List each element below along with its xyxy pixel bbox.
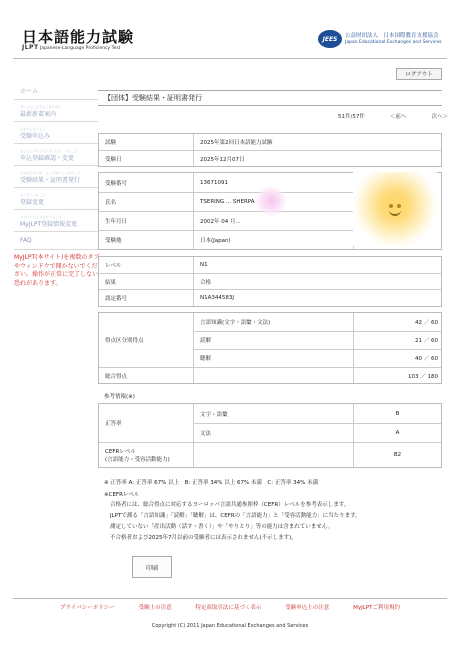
total-label: 総合得点 xyxy=(105,373,128,380)
score-row-label: 聴解 xyxy=(200,356,212,362)
cefr-value: B2 xyxy=(393,452,402,458)
level-label: レベル xyxy=(105,263,122,269)
footer-divider xyxy=(13,598,447,599)
sidebar-item-label: FAQ xyxy=(20,237,32,244)
logo-jlpt: JLPT xyxy=(22,44,39,51)
score-row-label: 読解 xyxy=(200,338,212,344)
reference-row-value: B xyxy=(395,410,400,417)
test-value: 2025年第2回日本語能力試験 xyxy=(200,140,273,146)
sidebar-item-ruby: じゅけんもうしこ xyxy=(20,127,46,131)
exam-info-box xyxy=(98,133,442,167)
logout-button[interactable]: ログアウト xyxy=(396,68,442,80)
site-label: 受験地 xyxy=(105,237,122,244)
cefr-note-line: JLPTで測る「言語知識」「読解」「聴解」は、CEFRの「言語能力」と「受容活動能力」に当たります。 xyxy=(110,513,361,519)
sidebar-item-label: 受験申込み xyxy=(20,133,51,140)
sidebar-item-ruby: じゅけんけっか しょうめいしょはっこう xyxy=(20,171,81,175)
cefr-note-line: 測定していない「産出活動（話す・書く）」や「やりとり」等の能力は含まれていません。 xyxy=(110,524,334,530)
dob-value: 2002年 04 月... xyxy=(200,218,241,225)
total-value: 103 ／ 180 xyxy=(408,373,438,380)
sidebar-item-label: ホーム xyxy=(20,88,39,95)
print-button[interactable]: 印刷 xyxy=(132,556,172,578)
scores-box xyxy=(98,312,442,384)
org-name-en: Japan Educational Exchanges and Services xyxy=(345,40,442,45)
sidebar-item-label: 申込登録確認・変更 xyxy=(20,155,75,162)
pass-value: 合格 xyxy=(200,280,212,286)
level-value: N1 xyxy=(200,262,208,268)
sidebar-item-ruby: とうろくへんこう xyxy=(20,193,46,197)
footer-link-privacy[interactable]: プライバシーポリシー xyxy=(60,605,115,611)
smiley-face-icon xyxy=(384,198,406,220)
next-link[interactable]: 次へ＞ xyxy=(431,114,448,120)
number-label: 受験番号 xyxy=(105,180,128,187)
cefr-note-line: 合格者には、総合得点に対応するヨーロッパ言語共通参照枠（CEFR）レベルを参考表示します。 xyxy=(110,502,350,508)
site-value: 日本(Japan) xyxy=(200,237,231,244)
logo-subtitle xyxy=(22,44,120,51)
name-value: TSERING ... SHERPA xyxy=(200,198,255,205)
sidebar-item-faq[interactable] xyxy=(14,232,98,250)
sidebar-item-ruby: もうしこみとうろくかくにん へんこう xyxy=(20,149,78,153)
result-box xyxy=(98,256,442,307)
cefr-note-line: 不合格者および2025年7月以前の受験者には表示されません(不示します)。 xyxy=(110,535,297,541)
header-divider xyxy=(13,58,447,59)
footer-link-commerce[interactable]: 特定商取引法に基づく表示 xyxy=(195,605,262,611)
reference-box xyxy=(98,403,442,468)
score-row-value: 21 ／ 60 xyxy=(415,338,438,344)
sidebar-item-change[interactable] xyxy=(14,188,98,210)
sidebar-item-label: 登録変更 xyxy=(20,199,45,206)
jees-logo-icon: JEES xyxy=(318,30,342,48)
cefr-sub-label: (言語能力・受容活動能力) xyxy=(105,457,170,463)
copyright: Copyright (C) 2011 Japan Educational Exchanges and Services xyxy=(151,623,309,629)
dob-label: 生年月日 xyxy=(105,218,128,225)
sidebar-item-profile[interactable] xyxy=(14,210,98,232)
date-label: 受験日 xyxy=(105,157,122,163)
reference-row-label: 文法 xyxy=(200,430,212,437)
score-row-label: 言語知識(文字・語彙・文法) xyxy=(200,320,271,326)
sidebar-item-home[interactable] xyxy=(14,82,98,100)
score-section-label: 得点区分別得点 xyxy=(105,338,144,344)
footer-link-exam-notes[interactable]: 受験上の注意 xyxy=(138,605,172,611)
footer-link-terms[interactable]: MyJLPTご利用規約 xyxy=(353,605,400,611)
cert-label: 認定番号 xyxy=(105,296,128,302)
sidebar-item-ruby: とうろくじょうほうへんこう xyxy=(20,215,62,219)
test-label: 試験 xyxy=(105,140,117,146)
cefr-note-title: ※CEFRレベル xyxy=(104,492,140,498)
reference-row-value: A xyxy=(395,429,400,436)
sidebar-item-registration[interactable] xyxy=(14,144,98,166)
correct-rate-label: 正答率 xyxy=(105,421,122,427)
sidebar-item-label: 受験結果・証明書発行 xyxy=(20,177,81,184)
name-label: 氏名 xyxy=(105,199,117,206)
candidate-photo xyxy=(353,172,437,246)
sidebar-item-apply[interactable] xyxy=(14,122,98,144)
cefr-label: CEFRレベル xyxy=(105,449,136,455)
sidebar-item-label: 最新新着案内 xyxy=(20,111,57,118)
multi-tab-warning: MyJLPT(本サイト)を複数のタブやウィンドウで開かないでください。操作が正常に完了しない恐れがあります。 xyxy=(14,254,100,287)
prev-link[interactable]: ＜前へ xyxy=(389,114,407,120)
footer-link-apply-notes[interactable]: 受験申込上の注意 xyxy=(285,605,330,611)
org-name-jp: 公益財団法人 日本国際教育支援協会 xyxy=(345,33,439,39)
page-count: 51件/57件 xyxy=(338,114,365,120)
cert-value: N1A344583J xyxy=(200,295,234,301)
pager xyxy=(338,112,448,120)
date-value: 2025年12月07日 xyxy=(200,157,245,163)
sidebar-item-label: MyJLPT登録情報変更 xyxy=(20,221,78,228)
rate-scale-note: ※ 正答率 A: 正答率 67% 以上 B: 正答率 34% 以上 67% 未満 C: 正答率 34% 未満 xyxy=(104,480,319,486)
score-row-value: 42 ／ 60 xyxy=(415,320,438,326)
number-value: 13671091 xyxy=(200,179,228,186)
sidebar-item-results[interactable] xyxy=(14,166,98,188)
logo-title: 日本語能力試験 xyxy=(22,28,135,46)
page-title: 【団体】受験結果・証明書発行 xyxy=(98,90,442,106)
reference-title: 参考情報(※) xyxy=(104,394,135,400)
sidebar xyxy=(14,82,98,250)
sidebar-item-news[interactable] xyxy=(14,100,98,122)
footer-links xyxy=(60,603,400,611)
redaction-blur xyxy=(256,186,286,216)
pass-label: 結果 xyxy=(105,280,117,286)
score-row-value: 40 ／ 60 xyxy=(415,356,438,362)
reference-row-label: 文字・語彙 xyxy=(200,411,228,418)
logo-english: Japanese-Language Proficiency Test xyxy=(39,46,121,51)
sidebar-item-ruby: さいしんしんちゃくあんない xyxy=(20,105,62,109)
